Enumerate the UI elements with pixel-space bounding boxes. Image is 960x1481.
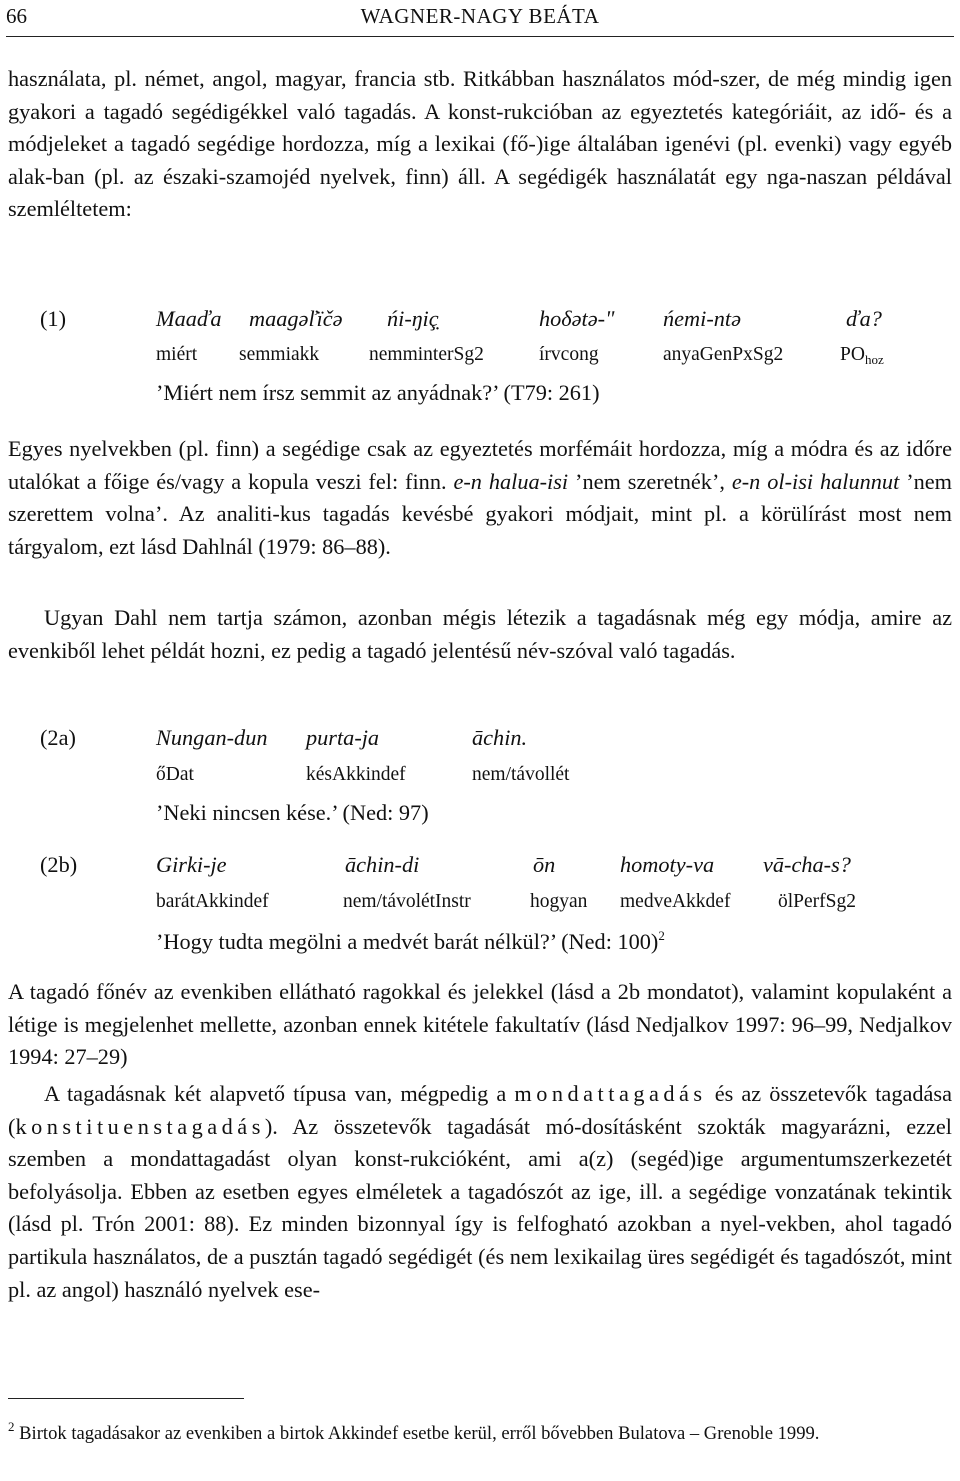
example-number: (2b) (40, 852, 78, 877)
translation: ’Miért nem írsz semmit az anyádnak?’ (T79: 261) (156, 380, 600, 405)
object-word: āchin-di (345, 852, 420, 877)
translation: ’Neki nincsen kése.’ (Ned: 97) (156, 800, 429, 825)
gloss-word: írvcong (539, 344, 599, 365)
gloss-word: miért (156, 344, 198, 365)
paragraph-3: Ugyan Dahl nem tartja számon, azonban mégis létezik a tagadásnak még egy módja, amire az evenkiből lehet példát hozni, ez pedig a tagadó jelentésű név-szóval való tagadás. (8, 605, 952, 663)
gloss-word: őDat (156, 764, 194, 785)
text-run: és az összetevők tagadása ( (8, 1081, 952, 1139)
translation-text: ’Hogy tudta megölni a medvét barát nélkül?’ (Ned: 100) (156, 929, 659, 954)
paragraph-2 (8, 433, 952, 563)
example-number: (2a) (40, 725, 76, 750)
object-word: Nungan-dun (156, 725, 268, 750)
gloss-word: nem/távollét (472, 764, 570, 785)
footnote-reference: 2 (658, 928, 665, 943)
page-header (6, 4, 954, 34)
text-run: Egyes nyelvekben (pl. finn) a segédige csak az egyeztetés morfémáit hordozza, míg a módra és az időre utalókat a főige és/vagy a kopula veszi fel: finn. (8, 436, 952, 494)
object-word: āchin. (472, 725, 528, 750)
object-word: maagəľïčə (249, 306, 343, 331)
example-number: (1) (40, 306, 66, 331)
gloss-word: hogyan (530, 891, 588, 912)
object-word: Maaďa (156, 306, 222, 331)
gloss-word: medveAkkdef (620, 891, 731, 912)
object-word: ďa? (846, 306, 882, 331)
object-word: vā-cha-s? (763, 852, 851, 877)
object-word: homoty-va (620, 852, 715, 877)
spaced-term: mondattagadás (514, 1081, 707, 1106)
gloss-word: nem/távolétInstr (343, 891, 471, 912)
paragraph-4: A tagadó főnév az evenkiben ellátható ragokkal és jelekkel (lásd a 2b mondatot), valamint kopulaként a létige is megjelenhet mellette, azonban ennek kitétele fakultatív (lásd Nedjalkov 1997: 96–99, Nedjalkov 1994: 27–29) (8, 979, 952, 1070)
example-form: e-n ol-isi halunnut (731, 468, 900, 494)
gloss-subscript: hoz (864, 352, 884, 367)
paragraph-5 (8, 1078, 952, 1306)
footnote-rule (8, 1398, 244, 1399)
gloss-word: ölPerfSg2 (778, 891, 856, 912)
object-word: Girki-je (156, 852, 227, 877)
footnote-text: Birtok tagadásakor az evenkiben a birtok Akkindef esetbe kerül, erről bővebben Bulatova – Grenoble 1999. (14, 1423, 820, 1444)
running-title: WAGNER-NAGY BEÁTA (360, 4, 600, 28)
gloss-word: anyaGenPxSg2 (663, 344, 784, 365)
text-run: ’nem szerettem volna’. Az analiti-kus tagadás kevésbé gyakori módjait, mint pl. a körülírást most nem tárgyalom, ezt lásd Dahlnál (1979: 86–88). (8, 468, 953, 559)
object-word: hoδətə-ʺ (539, 306, 615, 331)
footnote-mark: 2 (8, 1419, 15, 1434)
object-word: ńi-ŋiç̣ (387, 306, 439, 331)
gloss-word: barátAkkindef (156, 891, 269, 912)
gloss-word: PO (840, 344, 865, 365)
text-run: A tagadásnak két alapvető típusa van, mégpedig a (44, 1081, 515, 1106)
object-word: purta-ja (306, 725, 380, 750)
gloss-word: késAkkindef (306, 764, 406, 785)
object-word: ōn (533, 852, 556, 877)
object-word: ńemi-ntə (663, 306, 742, 331)
footnote (8, 1413, 952, 1447)
spaced-term: konstituenstagadás (15, 1113, 265, 1139)
example-form: e-n halua-isi (453, 468, 569, 494)
text-run: ). Az összetevők tagadását mó-dosításként szokták magyarázni, ezzel szemben a mondattagadást olyan konst-rukcióként, ami a(z) (segéd)ige argumentumszerkezetét befolyásolja. Ebben az esetben egyes elméletek a tagadószót az ige, ill. a segédige vonzatának tekintik (lásd pl. Trón 2001: 88). Ez minden bizonnyal így is felfogható azokban a nyel-vekben, ahol tagadó partikula használatos, de a pusztán tagadó segédigét (és nem lexikailag üres segédigét és tagadószót, mint pl. az angol) használó nyelvek ese- (8, 1113, 952, 1302)
translation (156, 928, 665, 955)
text-run: ’nem szeretnék’, (568, 468, 732, 494)
page-number: 66 (6, 4, 27, 28)
intro-paragraph: használata, pl. német, angol, magyar, francia stb. Ritkábban használatos mód-szer, de még mindig igen gyakori a tagadó segédigékkel való tagadás. A konst-rukcióban az egyeztetés kategóriáit, az idő- és a módjeleket a tagadó segédige hordozza, míg a lexikai (fő-)ige általában igenévi (pl. evenki) vagy egyéb alak-ban (pl. az északi-szamojéd nyelvek, finn) áll. A segédigék használatát egy nga-naszan példával szemléltetem: (8, 66, 952, 222)
gloss-word-po (840, 344, 884, 368)
header-rule (6, 36, 954, 37)
gloss-word: semmiakk (239, 344, 320, 365)
gloss-word: nemminterSg2 (369, 344, 484, 365)
